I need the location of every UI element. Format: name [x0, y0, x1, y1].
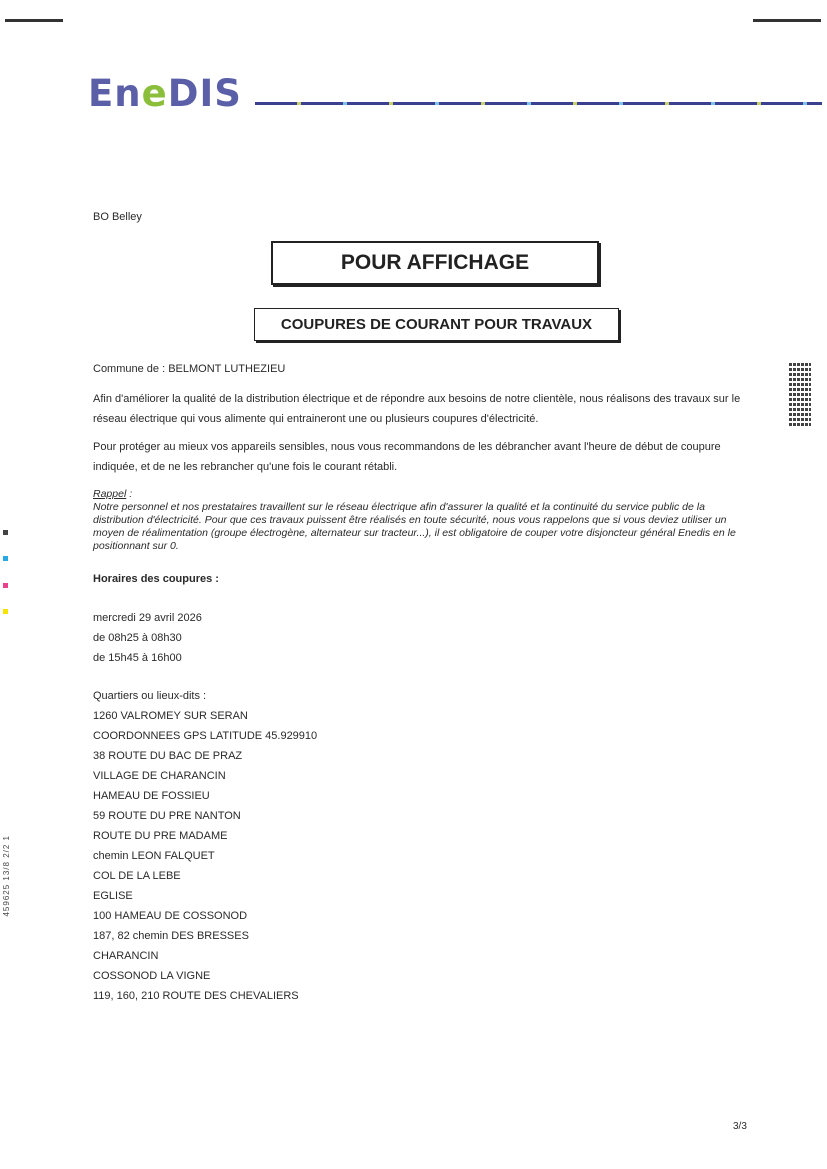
- sender-label: BO Belley: [93, 211, 142, 223]
- horaires-slot: de 15h45 à 16h00: [93, 652, 182, 664]
- advice-paragraph: Pour protéger au mieux vos appareils sensibles, nous vous recommandons de les débrancher avant l'heure de début de coupure indiquée, et de ne les rebrancher qu'une fois le courant rétabli.: [93, 441, 721, 473]
- list-item: VILLAGE DE CHARANCIN: [93, 770, 226, 782]
- list-item: 187, 82 chemin DES BRESSES: [93, 930, 249, 942]
- horaires-date: mercredi 29 avril 2026: [93, 612, 202, 624]
- scan-corner-mark-right: [753, 19, 821, 22]
- list-item: COORDONNEES GPS LATITUDE 45.929910: [93, 730, 318, 742]
- list-item: 38 ROUTE DU BAC DE PRAZ: [93, 750, 243, 762]
- list-item: COL DE LA LEBE: [93, 870, 181, 882]
- header-rule: [255, 102, 822, 105]
- list-item: chemin LEON FALQUET: [93, 850, 215, 862]
- intro-paragraph: Afin d'améliorer la qualité de la distribution électrique et de répondre aux besoins de notre clientèle, nous réalisons des travaux sur le réseau électrique qui vous alimente qui entraineront une ou plusieurs coupures d'électricité.: [93, 393, 741, 425]
- rappel-text: Notre personnel et nos prestataires travaillent sur le réseau électrique afin d'assurer la qualité et la continuité du service public de la distribution d'électricité. Pour que ces travaux puissent être réalisés en toute sécurité, nous vous rappelons que si vous deviez utiliser un moyen de réalimentation (groupe électrogène, alternateur sur tracteur...), il est obligatoire de couper votre disjoncteur général Enedis en le positionnant sur 0.: [93, 501, 736, 552]
- quartiers-list: [93, 686, 317, 1006]
- quartiers-heading: Quartiers ou lieux-dits :: [93, 690, 207, 702]
- registration-mark-black: [3, 530, 8, 535]
- horaires-heading: Horaires des coupures :: [93, 573, 219, 585]
- commune-line: Commune de : BELMONT LUTHEZIEU: [93, 363, 286, 375]
- list-item: COSSONOD LA VIGNE: [93, 970, 211, 982]
- list-item: 59 ROUTE DU PRE NANTON: [93, 810, 241, 822]
- list-item: CHARANCIN: [93, 950, 159, 962]
- horaires-slot: de 08h25 à 08h30: [93, 632, 182, 644]
- qr-code-icon: [789, 362, 811, 426]
- rappel-label: Rappel: [93, 488, 127, 500]
- registration-mark-cyan: [3, 556, 8, 561]
- list-item: ROUTE DU PRE MADAME: [93, 830, 228, 842]
- registration-mark-yellow: [3, 609, 8, 614]
- list-item: HAMEAU DE FOSSIEU: [93, 790, 210, 802]
- enedis-logo: EneDIS: [88, 72, 242, 115]
- title-box: POUR AFFICHAGE: [271, 241, 599, 285]
- list-item: 1260 VALROMEY SUR SERAN: [93, 710, 248, 722]
- registration-mark-magenta: [3, 583, 8, 588]
- list-item: 119, 160, 210 ROUTE DES CHEVALIERS: [93, 990, 299, 1002]
- rappel-block: [93, 488, 758, 553]
- page-number: 3/3: [733, 1121, 747, 1132]
- subtitle-box: COUPURES DE COURANT POUR TRAVAUX: [254, 308, 619, 341]
- side-print-code: 459625 13/8 2/2 1: [2, 835, 11, 917]
- list-item: 100 HAMEAU DE COSSONOD: [93, 910, 248, 922]
- list-item: EGLISE: [93, 890, 133, 902]
- horaires-list: [93, 608, 202, 668]
- rappel-colon: :: [126, 488, 133, 500]
- scan-corner-mark-left: [5, 19, 63, 22]
